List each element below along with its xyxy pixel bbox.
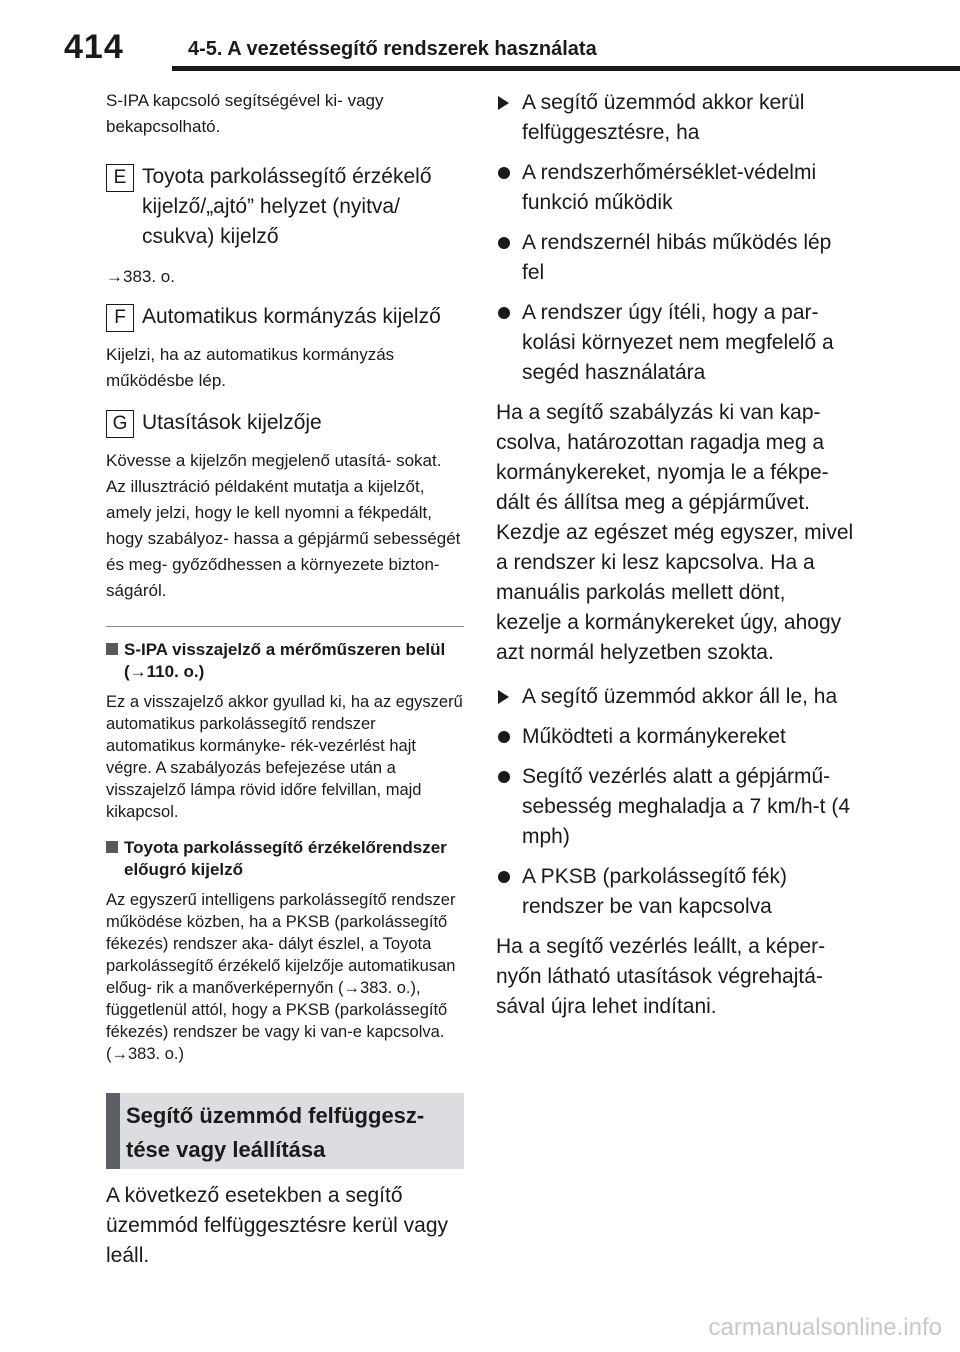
list-item [496, 298, 856, 388]
list-item-text: A rendszer úgy ítéli, hogy a par- kolási környezet nem megfelelő a segéd használatára [522, 301, 834, 384]
item-f [106, 302, 464, 332]
letter-f-badge: F [106, 304, 134, 332]
list-item-text: A rendszerhőmérséklet-védelmi funkció működik [522, 161, 817, 214]
suspend-group-text: A segítő üzemmód akkor kerül felfüggesztésre, ha [522, 91, 805, 144]
stop-group-text: A segítő üzemmód akkor áll le, ha [522, 685, 838, 708]
item-e-title: Toyota parkolássegítő érzékelő kijelző/„ajtó” helyzet (nyitva/ csukva) kijelző [142, 165, 432, 248]
letter-e-badge: E [106, 164, 134, 192]
header-rule [172, 66, 960, 71]
bullet-dot-icon [498, 771, 510, 783]
square-bullet-icon [106, 841, 118, 853]
list-item-text: Működteti a kormánykereket [522, 725, 786, 748]
sub-heading-ipa-indicator [106, 639, 464, 683]
chapter-title: 4-5. A vezetéssegítő rendszerek használata [188, 38, 597, 60]
list-item-text: Segítő vezérlés alatt a gépjármű- sebesség meghaladja a 7 km/h-t (4 mph) [522, 765, 851, 848]
section-intro: A következő esetekben a segítő üzemmód felfüggesztésre kerül vagy leáll. [106, 1184, 448, 1267]
item-f-body: Kijelzi, ha az automatikus kormányzás működésbe lép. [106, 345, 395, 390]
square-bullet-icon [106, 643, 118, 655]
item-e-body: →383. o. [106, 267, 175, 286]
sub-heading-ipa-title: S-IPA visszajelző a mérőműszeren belül (→110. o.) [124, 640, 446, 681]
letter-g-badge: G [106, 410, 134, 438]
list-item-text: A PKSB (parkolássegítő fék) rendszer be van kapcsolva [522, 865, 787, 918]
sub-heading-popup-display [106, 837, 464, 881]
section-heading-bar [106, 1093, 120, 1169]
right-column [496, 88, 856, 1022]
item-e [106, 162, 464, 252]
item-g-title: Utasítások kijelzője [142, 411, 322, 434]
list-item [496, 722, 856, 752]
intro-text: S-IPA kapcsoló segítségével ki- vagy bekapcsolható. [106, 91, 384, 136]
bullet-dot-icon [498, 237, 510, 249]
bullet-dot-icon [498, 307, 510, 319]
restart-paragraph: Ha a segítő vezérlés leállt, a képer- nyőn látható utasítások végrehajtá- sával újra lehet indítani. [496, 935, 826, 1018]
list-item-text: A rendszernél hibás működés lép fel [522, 231, 832, 284]
sub-heading-popup-body: Az egyszerű intelligens parkolássegítő rendszer működése közben, ha a PKSB (parkolássegítő fékezés) rendszer aka- dályt észlel, a Toyota parkolássegítő érzékelő kijelzője automatikusan előug- rik a manőverképernyőn (→383. o.), függetlenül attól, hogy a PKSB (parkolássegítő fékezés) rendszer be vagy ki van-e kapcsolva. (→383. o.) [106, 891, 456, 1063]
watermark: carmanualsonline.info [708, 1314, 942, 1341]
list-item [496, 228, 856, 288]
stop-group-title [496, 682, 856, 712]
section-heading-box [106, 1093, 464, 1169]
left-column [106, 88, 464, 1271]
page-number: 414 [64, 28, 124, 66]
list-item [496, 862, 856, 922]
bullet-dot-icon [498, 167, 510, 179]
list-item [496, 158, 856, 218]
sub-heading-popup-title: Toyota parkolássegítő érzékelőrendszer előugró kijelző [124, 838, 447, 879]
section-heading: Segítő üzemmód felfüggesz- tése vagy leállítása [126, 1103, 425, 1162]
list-item [496, 762, 856, 852]
page-header [0, 0, 960, 74]
suspend-group-title [496, 88, 856, 148]
triangle-bullet-icon [498, 96, 509, 110]
triangle-bullet-icon [498, 690, 509, 704]
suspend-paragraph: Ha a segítő szabályzás ki van kap- csolva, határozottan ragadja meg a kormánykereket, nyomja le a fékpe- dált és állítsa meg a gépjárművet. Kezdje az egészet még egyszer, mivel a rendszer ki lesz kapcsolva. Ha a manuális parkolás mellett dönt, kezelje a kormánykereket úgy, ahogy azt normál helyzetben szokta. [496, 401, 854, 664]
item-g-body: Kövesse a kijelzőn megjelenő utasítá- sokat. Az illusztráció példaként mutatja a kijelzőt, amely jelzi, hogy le kell nyomni a fékpedált, hogy szabályoz- hassa a gépjármű sebességét és meg- győződhessen a környezete bizton- ságáról. [106, 451, 461, 600]
sub-heading-ipa-body: Ez a visszajelző akkor gyullad ki, ha az egyszerű automatikus parkolássegítő rendszer automatikus kormányke- rék-vezérlést hajt végre. A szabályozás befejezése után a visszajelző lámpa rövid időre felvillan, majd kikapcsol. [106, 693, 463, 821]
bullet-dot-icon [498, 731, 510, 743]
section-divider [106, 626, 464, 627]
item-g [106, 408, 464, 438]
item-f-title: Automatikus kormányzás kijelző [142, 305, 441, 328]
bullet-dot-icon [498, 871, 510, 883]
